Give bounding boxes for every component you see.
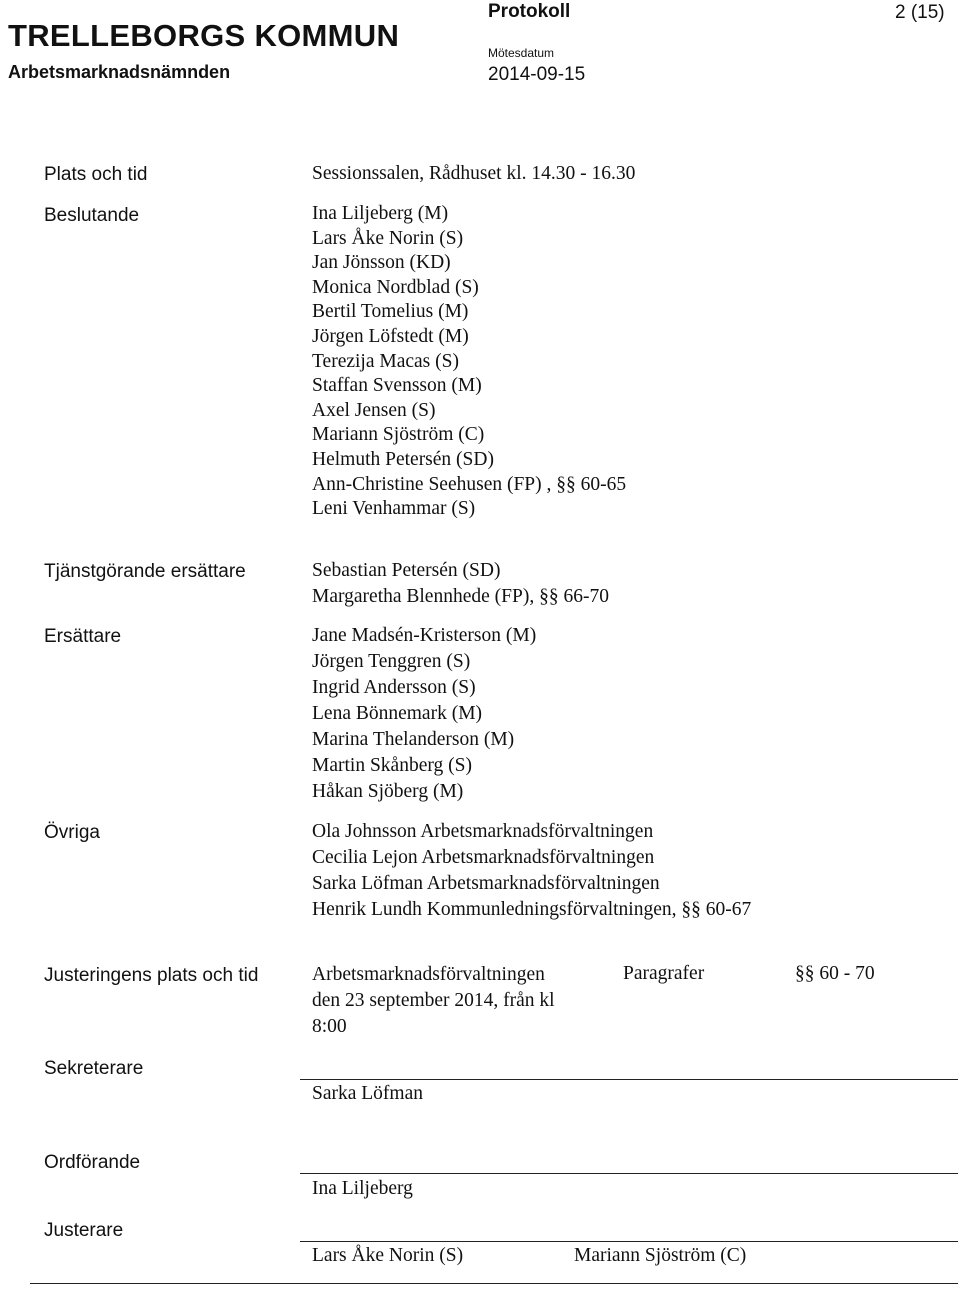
meeting-date-label: Mötesdatum bbox=[488, 46, 555, 60]
organization-name: TRELLEBORGS KOMMUN bbox=[8, 18, 400, 53]
list-item: Sarka Löfman Arbetsmarknadsförvaltningen bbox=[312, 873, 660, 894]
list-item: Martin Skånberg (S) bbox=[312, 755, 472, 776]
list-item: Lena Bönnemark (M) bbox=[312, 703, 483, 724]
list-item: Ingrid Andersson (S) bbox=[312, 677, 476, 698]
adjustment-value bbox=[312, 962, 555, 1040]
list-item: Margaretha Blennhede (FP), §§ 66-70 bbox=[312, 586, 609, 607]
meeting-date: 2014-09-15 bbox=[488, 64, 586, 85]
list-item: Håkan Sjöberg (M) bbox=[312, 781, 464, 802]
list-item: Bertil Tomelius (M) bbox=[312, 301, 469, 323]
chair-name: Ina Liljeberg bbox=[312, 1178, 413, 1199]
secretary-name: Sarka Löfman bbox=[312, 1083, 424, 1104]
bottom-rule bbox=[30, 1283, 958, 1284]
place-time-label: Plats och tid bbox=[44, 164, 148, 185]
list-item: Ann-Christine Seehusen (FP) , §§ 60-65 bbox=[312, 473, 627, 495]
adjusters-label: Justerare bbox=[44, 1220, 124, 1241]
list-item: Sebastian Petersén (SD) bbox=[312, 560, 501, 581]
list-item: Jörgen Tenggren (S) bbox=[312, 651, 471, 672]
list-item: Axel Jensen (S) bbox=[312, 399, 436, 421]
list-item: Terezija Macas (S) bbox=[312, 350, 459, 372]
decision-makers-label: Beslutande bbox=[44, 205, 140, 226]
page-number: 2 (15) bbox=[895, 2, 945, 23]
decision-makers-list bbox=[312, 202, 626, 522]
secretary-label: Sekreterare bbox=[44, 1058, 144, 1079]
list-item: Jörgen Löfstedt (M) bbox=[312, 325, 469, 347]
paragraphs-value: §§ 60 - 70 bbox=[795, 963, 875, 984]
list-item: Jane Madsén-Kristerson (M) bbox=[312, 625, 537, 646]
list-item: Mariann Sjöström (C) bbox=[312, 424, 485, 446]
adjusters-signature-line bbox=[300, 1241, 958, 1242]
document-type: Protokoll bbox=[488, 1, 571, 22]
adjustment-label: Justeringens plats och tid bbox=[44, 965, 259, 986]
serving-substitutes-label: Tjänstgörande ersättare bbox=[44, 561, 246, 582]
list-item: Henrik Lundh Kommunledningsförvaltningen, §§ 60-67 bbox=[312, 899, 752, 920]
paragraphs-label: Paragrafer bbox=[623, 963, 705, 984]
place-time-value: Sessionssalen, Rådhuset kl. 14.30 - 16.30 bbox=[312, 163, 636, 184]
chair-signature-line bbox=[300, 1173, 958, 1174]
adjustment-line: 8:00 bbox=[312, 1016, 347, 1037]
adjuster-2-name: Mariann Sjöström (C) bbox=[574, 1245, 747, 1266]
list-item: Ina Liljeberg (M) bbox=[312, 203, 449, 224]
adjustment-line: Arbetsmarknadsförvaltningen bbox=[312, 964, 545, 985]
substitutes-label: Ersättare bbox=[44, 626, 122, 647]
adjustment-line: den 23 september 2014, från kl bbox=[312, 990, 555, 1011]
others-label: Övriga bbox=[44, 822, 100, 843]
list-item: Lars Åke Norin (S) bbox=[312, 227, 464, 249]
secretary-signature-line bbox=[300, 1079, 958, 1080]
list-item: Cecilia Lejon Arbetsmarknadsförvaltningen bbox=[312, 847, 655, 868]
adjuster-1-name: Lars Åke Norin (S) bbox=[312, 1245, 464, 1266]
list-item: Monica Nordblad (S) bbox=[312, 276, 479, 298]
committee-name: Arbetsmarknadsnämnden bbox=[8, 62, 231, 82]
others-list bbox=[312, 819, 751, 923]
substitutes-list bbox=[312, 623, 536, 805]
list-item: Helmuth Petersén (SD) bbox=[312, 448, 494, 470]
chair-label: Ordförande bbox=[44, 1152, 141, 1173]
serving-substitutes-list bbox=[312, 558, 609, 610]
list-item: Leni Venhammar (S) bbox=[312, 498, 476, 520]
list-item: Marina Thelanderson (M) bbox=[312, 729, 515, 750]
list-item: Jan Jönsson (KD) bbox=[312, 252, 451, 274]
list-item: Ola Johnsson Arbetsmarknadsförvaltningen bbox=[312, 821, 654, 842]
list-item: Staffan Svensson (M) bbox=[312, 375, 482, 397]
